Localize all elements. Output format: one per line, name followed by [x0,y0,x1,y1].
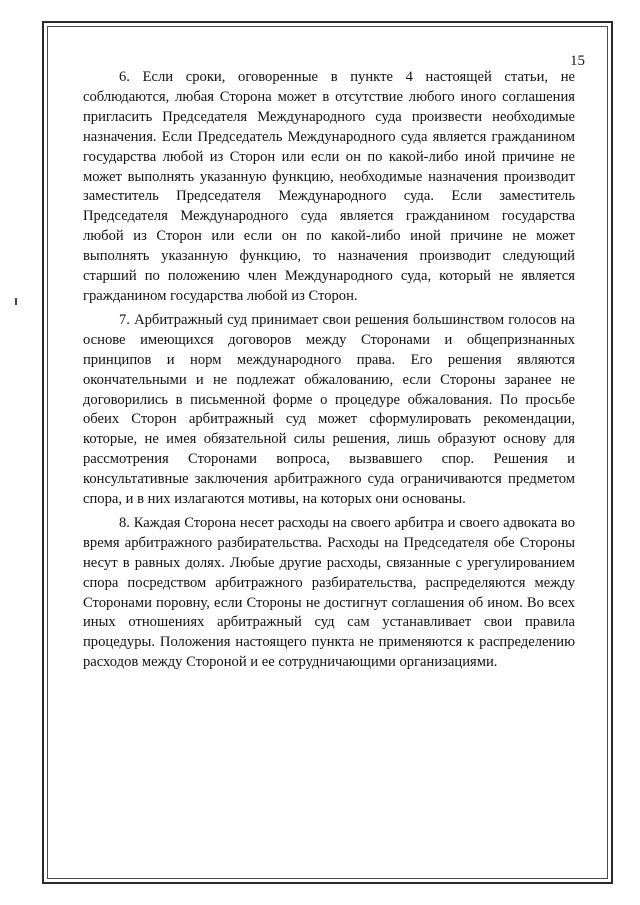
margin-mark [15,298,17,305]
page-number: 15 [570,53,585,69]
paragraph-6: 6. Если сроки, оговоренные в пункте 4 настоящей статьи, не соблюдаются, любая Сторона может в отсутствие любого иного соглашения пригласить Председателя Международного суда произвести необходимые назначения. Если Председатель Международного суда является гражданином государства любой из Сторон или если он по какой-либо иной причине не может выполнять указанную функцию, необходимые назначения производит заместитель Председателя Международного суда. Если заместитель Председателя Международного суда является гражданином государства любой из Сторон или если он по какой-либо иной причине не может выполнять указанную функцию, то назначения производит следующий старший по положению член Международного суда, который не является гражданином государства любой из Сторон. [83,69,575,304]
document-body [83,68,575,677]
paragraph-7: 7. Арбитражный суд принимает свои решения большинством голосов на основе имеющихся договоров между Сторонами и общепризнанных принципов и норм международного права. Его решения являются окончательными и не подлежат обжалованию, если Стороны заранее не договорились в письменной форме о процедуре обжалования. По просьбе обеих Сторон арбитражный суд может сформулировать рекомендации, которые, не имея обязательной силы решения, лишь образуют основу для рассмотрения Сторонами вопроса, вызвавшего спор. Решения и консультативные заключения арбитражного суда ограничиваются предметом спора, и в них излагаются мотивы, на которых они основаны. [83,311,575,508]
paragraph-8: 8. Каждая Сторона несет расходы на своего арбитра и своего адвоката во время арбитражного разбирательства. Расходы на Председателя обе Стороны несут в равных долях. Любые другие расходы, связанные с урегулированием спора посредством арбитражного разбирательства, распределяются между Сторонами поровну, если Стороны не достигнут соглашения об ином. Во всех иных отношениях арбитражный суд сам устанавливает свои правила процедуры. Положения настоящего пункта не применяются к распределению расходов между Стороной и ее сотрудничающими организациями. [83,514,575,671]
